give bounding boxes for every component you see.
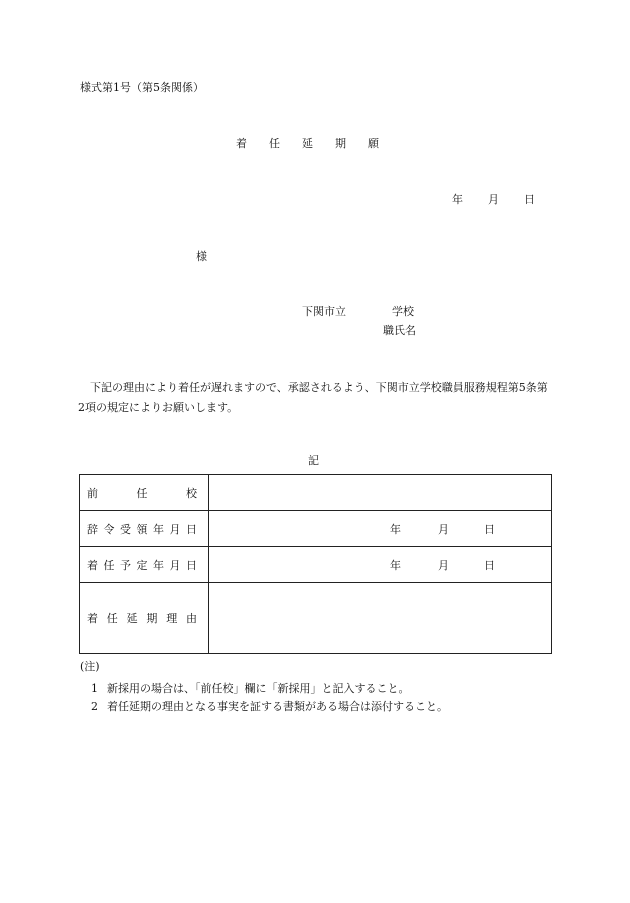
label-char: 令 bbox=[103, 522, 115, 536]
date-year-label: 年 bbox=[452, 193, 463, 206]
note-text: 着任延期の理由となる事実を証する書類がある場合は添付すること。 bbox=[107, 700, 448, 713]
title-char: 期 bbox=[335, 137, 346, 150]
note-number: 2 bbox=[91, 700, 98, 713]
title-char: 願 bbox=[368, 137, 379, 150]
form-number: 様式第1号（第5条関係） bbox=[80, 81, 204, 94]
record-table bbox=[79, 474, 552, 654]
label-char: 理 bbox=[166, 612, 178, 625]
label-char: 期 bbox=[146, 612, 158, 625]
scheduled-date-field[interactable] bbox=[209, 547, 552, 583]
label-char: 受 bbox=[120, 522, 131, 536]
body-text: 下記の理由により着任が遅れますので、承認されるよう、下関市立学校職員服務規程第5条第2項の規定によりお願いします。 bbox=[78, 381, 548, 414]
label-char: 日 bbox=[186, 558, 197, 572]
label-char: 月 bbox=[169, 522, 181, 536]
school-suffix: 学校 bbox=[392, 305, 414, 318]
note-item bbox=[91, 682, 410, 696]
note-number: 1 bbox=[91, 682, 98, 695]
label-char: 年 bbox=[153, 522, 164, 536]
label-char: 校 bbox=[186, 486, 197, 500]
label-char: 着 bbox=[87, 558, 98, 572]
date-year-label: 年 bbox=[390, 558, 401, 572]
label-char: 領 bbox=[136, 522, 148, 536]
label-char: 任 bbox=[103, 558, 115, 572]
label-char: 着 bbox=[87, 612, 98, 625]
school-prefix: 下関市立 bbox=[302, 305, 346, 318]
title-char: 任 bbox=[269, 137, 280, 150]
date-month-label: 月 bbox=[438, 522, 449, 536]
date-day-label: 日 bbox=[524, 193, 535, 206]
school-line bbox=[302, 305, 414, 319]
row-label-appointment-date bbox=[80, 511, 209, 547]
note-item bbox=[91, 700, 448, 714]
label-char: 辞 bbox=[87, 522, 98, 536]
date-day-label: 日 bbox=[484, 558, 495, 572]
notes-heading: (注) bbox=[80, 660, 100, 673]
official-name-label: 職氏名 bbox=[383, 324, 416, 337]
date-day-label: 日 bbox=[484, 522, 495, 536]
table-row bbox=[80, 547, 552, 583]
label-char: 年 bbox=[153, 558, 164, 572]
addressee: 様 bbox=[196, 250, 207, 263]
table-row bbox=[80, 475, 552, 511]
title-char: 着 bbox=[236, 137, 247, 150]
note-text: 新採用の場合は、「前任校」欄に「新採用」と記入すること。 bbox=[107, 682, 410, 695]
date-year-label: 年 bbox=[390, 522, 401, 536]
label-char: 月 bbox=[169, 558, 181, 572]
label-char: 任 bbox=[136, 486, 148, 500]
submission-date bbox=[452, 193, 535, 207]
delay-reason-field[interactable] bbox=[209, 583, 552, 654]
label-char: 前 bbox=[87, 486, 98, 500]
label-char: 予 bbox=[120, 558, 131, 572]
label-char: 延 bbox=[126, 612, 138, 625]
label-char: 任 bbox=[106, 612, 118, 625]
date-month-label: 月 bbox=[488, 193, 499, 206]
label-char: 由 bbox=[185, 612, 197, 625]
label-char: 日 bbox=[186, 522, 197, 536]
document-title bbox=[236, 137, 379, 151]
label-char: 定 bbox=[136, 558, 148, 572]
table-row bbox=[80, 511, 552, 547]
appointment-date-field[interactable] bbox=[209, 511, 552, 547]
row-label-delay-reason bbox=[80, 583, 209, 654]
previous-school-field[interactable] bbox=[209, 475, 552, 511]
date-month-label: 月 bbox=[438, 558, 449, 572]
row-label-previous-school bbox=[80, 475, 209, 511]
ki-label: 記 bbox=[308, 454, 319, 467]
row-label-scheduled-date bbox=[80, 547, 209, 583]
title-char: 延 bbox=[302, 137, 313, 150]
table-row bbox=[80, 583, 552, 654]
